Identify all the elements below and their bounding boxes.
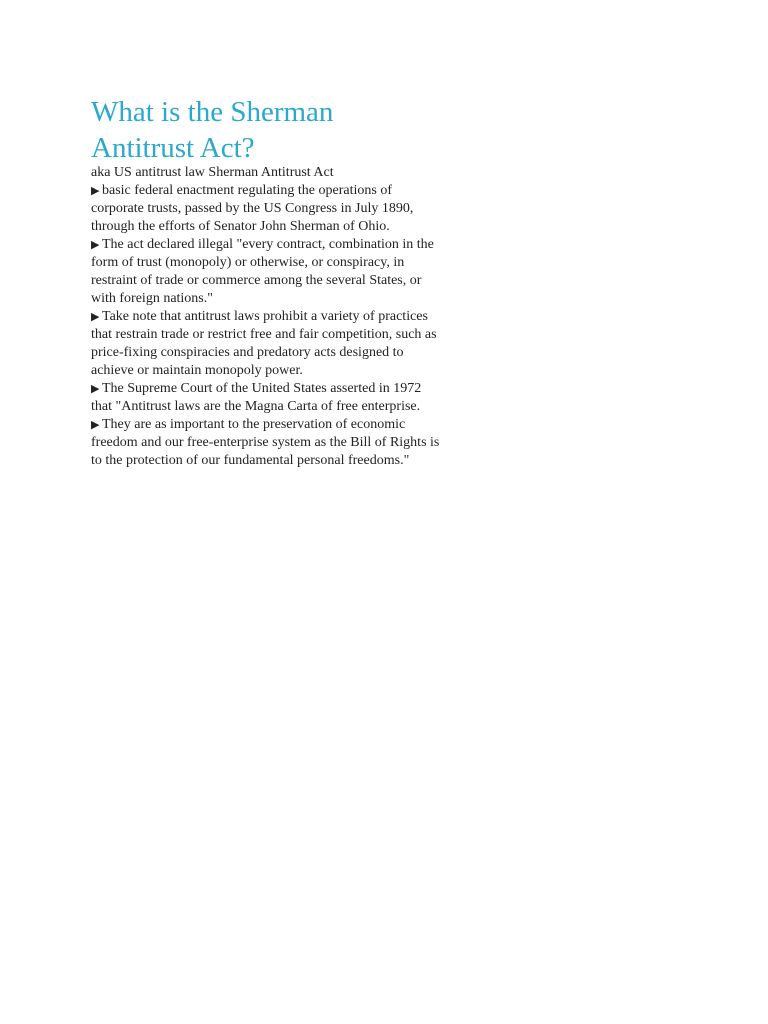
title-line: Antitrust Act? xyxy=(91,132,255,164)
text-line: price-fixing conspiracies and predatory acts designed to xyxy=(91,345,404,360)
text-line: ▶ Take note that antitrust laws prohibit a variety of practices xyxy=(91,309,428,324)
bullet-item xyxy=(91,308,511,380)
text-line: form of trust (monopoly) or otherwise, or conspiracy, in xyxy=(91,255,405,270)
text-line: ▶ The act declared illegal "every contract, combination in the xyxy=(91,237,434,252)
bullet-arrow-icon: ▶ xyxy=(91,419,100,431)
text-line: achieve or maintain monopoly power. xyxy=(91,363,303,378)
text-line: ▶ They are as important to the preservation of economic xyxy=(91,417,406,432)
bullet-arrow-icon: ▶ xyxy=(91,383,100,395)
text-line: that restrain trade or restrict free and fair competition, such as xyxy=(91,327,437,342)
bullet-arrow-icon: ▶ xyxy=(91,185,100,197)
text-line: ▶ basic federal enactment regulating the operations of xyxy=(91,183,392,198)
text-line: restraint of trade or commerce among the several States, or xyxy=(91,273,422,288)
text-line: that "Antitrust laws are the Magna Carta of free enterprise. xyxy=(91,399,421,414)
text-line: corporate trusts, passed by the US Congress in July 1890, xyxy=(91,201,414,216)
bullet-item xyxy=(91,380,511,416)
text-line: ▶ The Supreme Court of the United States asserted in 1972 xyxy=(91,381,422,396)
bullet-arrow-icon: ▶ xyxy=(91,239,100,251)
bullet-item xyxy=(91,416,511,470)
lead-line: aka US antitrust law Sherman Antitrust Act xyxy=(91,165,334,180)
body-text xyxy=(91,164,511,470)
page-title xyxy=(91,94,511,166)
text-line: through the efforts of Senator John Sherman of Ohio. xyxy=(91,219,390,234)
bullet-item xyxy=(91,236,511,308)
text-line: to the protection of our fundamental personal freedoms." xyxy=(91,453,410,468)
bullet-item xyxy=(91,182,511,236)
bullet-arrow-icon: ▶ xyxy=(91,311,100,323)
text-line: with foreign nations." xyxy=(91,291,213,306)
title-line: What is the Sherman xyxy=(91,96,334,128)
text-line: freedom and our free-enterprise system as the Bill of Rights is xyxy=(91,435,440,450)
